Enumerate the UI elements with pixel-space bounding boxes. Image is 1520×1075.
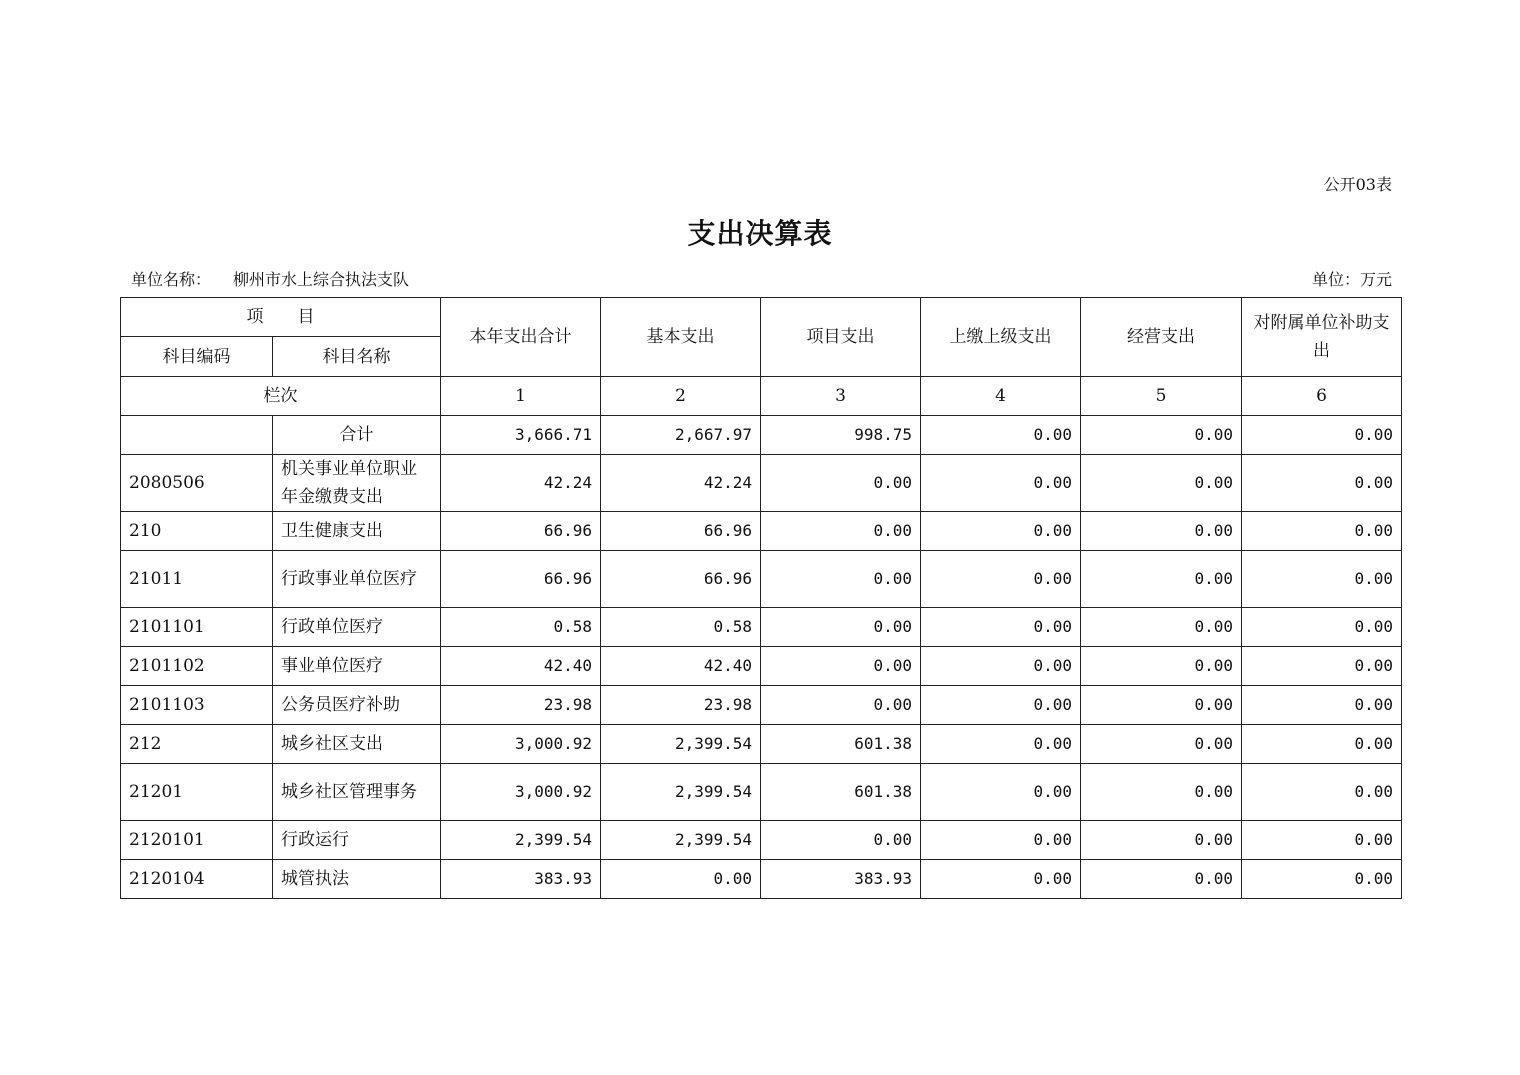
row-value: 66.96 bbox=[601, 551, 761, 608]
row-name: 城管执法 bbox=[273, 860, 441, 899]
table-row bbox=[121, 608, 1402, 647]
row-value: 0.00 bbox=[921, 764, 1081, 821]
row-value: 0.00 bbox=[1081, 455, 1242, 512]
row-value: 0.00 bbox=[761, 512, 921, 551]
row-value: 66.96 bbox=[441, 551, 601, 608]
row-value: 2,399.54 bbox=[601, 725, 761, 764]
row-value: 0.00 bbox=[761, 821, 921, 860]
row-code: 212 bbox=[121, 725, 273, 764]
row-value: 601.38 bbox=[761, 725, 921, 764]
row-value: 601.38 bbox=[761, 764, 921, 821]
header-total: 本年支出合计 bbox=[441, 298, 601, 377]
header-upper: 上缴上级支出 bbox=[921, 298, 1081, 377]
row-value: 0.00 bbox=[1081, 512, 1242, 551]
row-code: 2120101 bbox=[121, 821, 273, 860]
row-value: 66.96 bbox=[441, 512, 601, 551]
table-row bbox=[121, 455, 1402, 512]
row-value: 0.58 bbox=[441, 608, 601, 647]
table-row-total bbox=[121, 416, 1402, 455]
row-value: 0.00 bbox=[601, 860, 761, 899]
row-value: 0.00 bbox=[1081, 860, 1242, 899]
col-number: 1 bbox=[441, 377, 601, 416]
row-value: 0.00 bbox=[1242, 686, 1402, 725]
row-code: 210 bbox=[121, 512, 273, 551]
row-value: 0.00 bbox=[1081, 416, 1242, 455]
row-value: 0.00 bbox=[921, 686, 1081, 725]
row-code: 21201 bbox=[121, 764, 273, 821]
row-value: 0.00 bbox=[1081, 608, 1242, 647]
row-value: 0.00 bbox=[1242, 512, 1402, 551]
table-row bbox=[121, 725, 1402, 764]
row-value: 0.00 bbox=[761, 647, 921, 686]
row-value: 0.00 bbox=[921, 647, 1081, 686]
row-value: 0.00 bbox=[921, 608, 1081, 647]
row-name: 机关事业单位职业年金缴费支出 bbox=[273, 455, 441, 512]
row-value: 0.00 bbox=[1242, 455, 1402, 512]
row-value: 42.40 bbox=[601, 647, 761, 686]
row-name: 卫生健康支出 bbox=[273, 512, 441, 551]
row-value: 42.40 bbox=[441, 647, 601, 686]
row-code: 2101102 bbox=[121, 647, 273, 686]
row-value: 42.24 bbox=[441, 455, 601, 512]
row-value: 0.00 bbox=[1242, 821, 1402, 860]
row-value: 2,399.54 bbox=[441, 821, 601, 860]
row-code: 2101103 bbox=[121, 686, 273, 725]
row-code bbox=[121, 416, 273, 455]
header-col-index: 栏次 bbox=[121, 377, 441, 416]
row-value: 0.00 bbox=[921, 455, 1081, 512]
row-value: 2,667.97 bbox=[601, 416, 761, 455]
row-value: 0.00 bbox=[1242, 647, 1402, 686]
row-value: 0.00 bbox=[1242, 551, 1402, 608]
header-subsidy: 对附属单位补助支出 bbox=[1242, 298, 1402, 377]
row-value: 0.00 bbox=[1081, 764, 1242, 821]
row-code: 2120104 bbox=[121, 860, 273, 899]
row-value: 0.00 bbox=[761, 455, 921, 512]
row-code: 2101101 bbox=[121, 608, 273, 647]
row-value: 3,000.92 bbox=[441, 725, 601, 764]
table-row bbox=[121, 512, 1402, 551]
row-value: 2,399.54 bbox=[601, 764, 761, 821]
row-value: 2,399.54 bbox=[601, 821, 761, 860]
row-value: 0.00 bbox=[921, 860, 1081, 899]
expenditure-table bbox=[120, 297, 1402, 899]
row-value: 0.00 bbox=[1242, 764, 1402, 821]
header-code: 科目编码 bbox=[121, 337, 273, 377]
row-name: 行政单位医疗 bbox=[273, 608, 441, 647]
row-value: 0.00 bbox=[921, 416, 1081, 455]
table-row bbox=[121, 647, 1402, 686]
row-name: 城乡社区支出 bbox=[273, 725, 441, 764]
form-number: 公开03表 bbox=[1323, 175, 1392, 194]
col-number: 6 bbox=[1242, 377, 1402, 416]
table-row bbox=[121, 821, 1402, 860]
row-code: 2080506 bbox=[121, 455, 273, 512]
row-name: 城乡社区管理事务 bbox=[273, 764, 441, 821]
row-value: 0.00 bbox=[1242, 860, 1402, 899]
row-value: 0.00 bbox=[761, 551, 921, 608]
row-value: 0.00 bbox=[921, 725, 1081, 764]
row-value: 0.00 bbox=[1242, 725, 1402, 764]
row-value: 0.00 bbox=[1081, 551, 1242, 608]
col-number: 5 bbox=[1081, 377, 1242, 416]
row-value: 383.93 bbox=[761, 860, 921, 899]
row-value: 0.00 bbox=[1081, 647, 1242, 686]
table-row bbox=[121, 686, 1402, 725]
page-title: 支出决算表 bbox=[687, 217, 833, 250]
row-name: 行政事业单位医疗 bbox=[273, 551, 441, 608]
header-item: 项 目 bbox=[121, 298, 441, 337]
row-value: 0.00 bbox=[1081, 821, 1242, 860]
header-business: 经营支出 bbox=[1081, 298, 1242, 377]
header-name: 科目名称 bbox=[273, 337, 441, 377]
header-basic: 基本支出 bbox=[601, 298, 761, 377]
currency-unit: 单位：万元 bbox=[1311, 270, 1392, 289]
header-project: 项目支出 bbox=[761, 298, 921, 377]
row-value: 0.00 bbox=[921, 512, 1081, 551]
row-value: 0.00 bbox=[1242, 608, 1402, 647]
col-number: 3 bbox=[761, 377, 921, 416]
row-value: 66.96 bbox=[601, 512, 761, 551]
row-value: 0.00 bbox=[761, 686, 921, 725]
row-value: 23.98 bbox=[441, 686, 601, 725]
unit-name-line bbox=[131, 267, 409, 290]
row-name: 事业单位医疗 bbox=[273, 647, 441, 686]
row-value: 0.00 bbox=[761, 608, 921, 647]
row-name: 行政运行 bbox=[273, 821, 441, 860]
row-value: 0.00 bbox=[1081, 725, 1242, 764]
row-value: 383.93 bbox=[441, 860, 601, 899]
row-value: 0.00 bbox=[921, 821, 1081, 860]
row-value: 3,000.92 bbox=[441, 764, 601, 821]
unit-name-value: 柳州市水上综合执法支队 bbox=[233, 270, 410, 289]
col-number: 4 bbox=[921, 377, 1081, 416]
row-code: 21011 bbox=[121, 551, 273, 608]
row-value: 0.00 bbox=[1081, 686, 1242, 725]
table-row bbox=[121, 764, 1402, 821]
row-value: 0.58 bbox=[601, 608, 761, 647]
row-value: 3,666.71 bbox=[441, 416, 601, 455]
row-name: 合计 bbox=[273, 416, 441, 455]
row-value: 998.75 bbox=[761, 416, 921, 455]
table-row bbox=[121, 551, 1402, 608]
col-number: 2 bbox=[601, 377, 761, 416]
row-value: 42.24 bbox=[601, 455, 761, 512]
row-value: 0.00 bbox=[1242, 416, 1402, 455]
row-value: 0.00 bbox=[921, 551, 1081, 608]
row-name: 公务员医疗补助 bbox=[273, 686, 441, 725]
table-row bbox=[121, 860, 1402, 899]
row-value: 23.98 bbox=[601, 686, 761, 725]
unit-name-label: 单位名称： bbox=[131, 270, 212, 289]
